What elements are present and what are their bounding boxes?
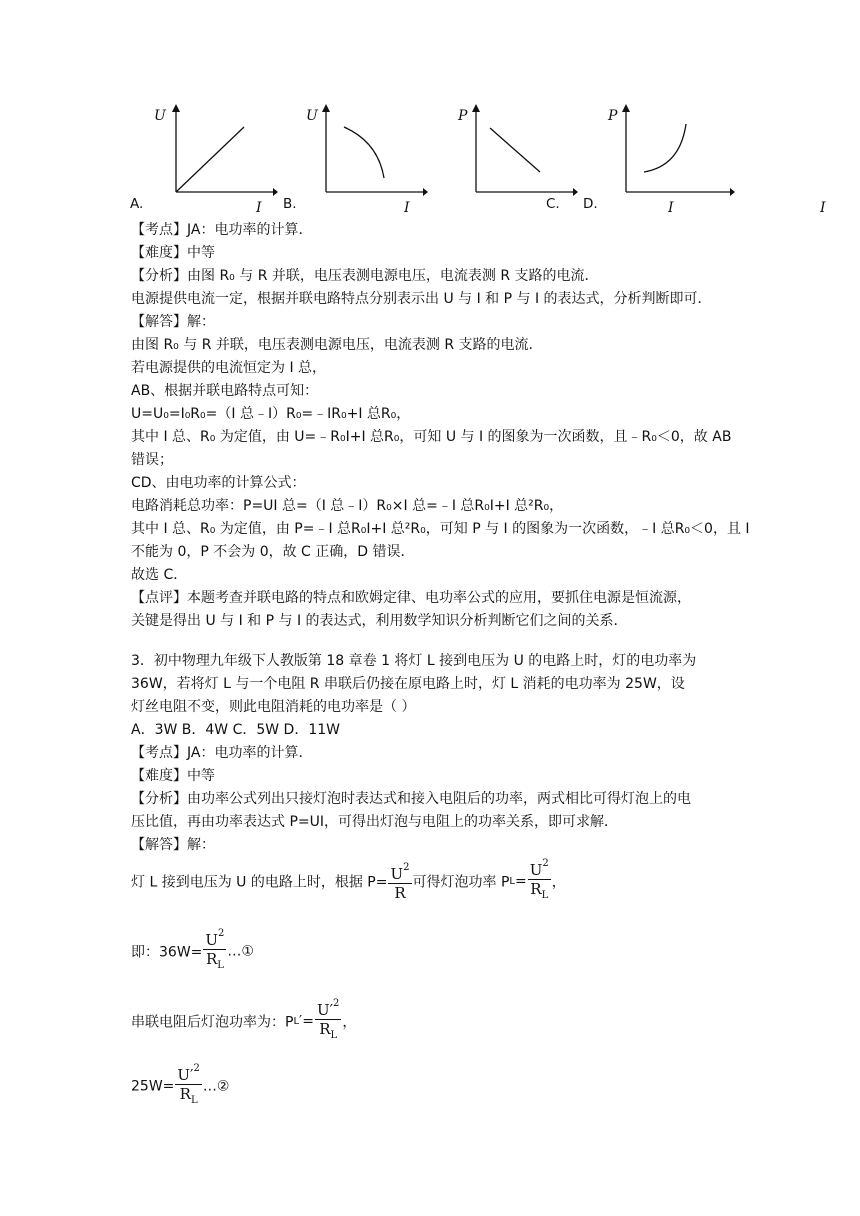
math-text: 灯 L 接到电压为 U 的电路上时，根据 P= xyxy=(131,874,388,891)
question-3-line: 36W，若将灯 L 与一个电阻 R 串联后仍接在原电路上时，灯 L 消耗的电功率为 25W，设 xyxy=(131,676,685,692)
fraction-u2-rl xyxy=(203,928,226,975)
graph-d xyxy=(618,102,738,212)
question-3-line: 【分析】由功率公式列出只接灯泡时表达式和接入电阻后的功率，两式相比可得灯泡上的电 xyxy=(131,791,691,807)
denominator: R xyxy=(179,1085,191,1103)
exponent: 2 xyxy=(333,998,340,1009)
exponent: 2 xyxy=(218,928,225,939)
exponent: 2 xyxy=(542,858,549,869)
text-line: 电路消耗总功率：P=UI 总=（I 总﹣I）R₀×I 总=﹣I 总R₀I+I 总²R₀， xyxy=(131,498,564,514)
graph-a-ylabel: U xyxy=(154,108,166,124)
math-line-2 xyxy=(131,928,254,975)
graph-b-xlabel: I xyxy=(404,200,410,216)
subscript: L xyxy=(217,960,224,971)
subscript: L xyxy=(330,1030,338,1041)
text-line: 若电源提供的电流恒定为 I 总， xyxy=(131,360,327,376)
math-text: …② xyxy=(202,1078,230,1095)
subscript: L xyxy=(293,1016,300,1027)
subscript: L xyxy=(509,876,515,887)
text-line: 【分析】由图 R₀ 与 R 并联，电压表测电源电压，电流表测 R 支路的电流． xyxy=(131,268,599,284)
text-line: 【考点】JA：电功率的计算． xyxy=(131,222,313,238)
math-line-3 xyxy=(131,998,356,1045)
fraction-u2-rl xyxy=(528,858,551,905)
denominator: R xyxy=(530,880,542,898)
math-text: 25W= xyxy=(131,1078,175,1095)
question-3-line: 压比值，再由功率表达式 P=UI，可得出灯泡与电阻上的功率关系，即可求解． xyxy=(131,814,618,830)
text-line: 电源提供电流一定，根据并联电路特点分别表示出 U 与 I 和 P 与 I 的表达式，分析判断即可． xyxy=(131,291,712,307)
option-a-label: A. xyxy=(130,196,144,212)
fraction-uprime2-rl xyxy=(315,998,341,1045)
graph-a-xlabel: I xyxy=(256,200,262,216)
math-text: ， xyxy=(551,874,566,891)
math-text: ′= xyxy=(299,1013,314,1030)
option-d-label: D. xyxy=(583,196,598,212)
numerator: U xyxy=(390,864,404,883)
option-b-label: B. xyxy=(283,196,297,212)
graph-b-ylabel: U xyxy=(306,108,318,124)
question-3-line: 【难度】中等 xyxy=(131,768,215,784)
numerator: U xyxy=(529,861,543,879)
text-line: 错误； xyxy=(131,452,173,468)
denominator: R xyxy=(205,950,218,968)
text-line: 关键是得出 U 与 I 和 P 与 I 的表达式，利用数学知识分析判断它们之间的关系． xyxy=(131,613,628,629)
graph-c-xlabel: I xyxy=(668,200,674,216)
question-3-line: 3．初中物理九年级下人教版第 18 章卷 1 将灯 L 接到电压为 U 的电路上时，灯的电功率为 xyxy=(131,653,697,669)
text-line: U=U₀=I₀R₀=（I 总﹣I）R₀=﹣IR₀+I 总R₀， xyxy=(131,406,411,422)
subscript: L xyxy=(190,1095,198,1106)
text-line: CD、由电功率的计算公式： xyxy=(131,475,306,491)
question-3-line: 【考点】JA：电功率的计算． xyxy=(131,745,313,761)
graph-c-ylabel: P xyxy=(458,108,468,124)
question-3-choices: A．3W B．4W C．5W D．11W xyxy=(131,722,340,738)
text-line: 【难度】中等 xyxy=(131,245,215,261)
math-text: …① xyxy=(227,943,254,960)
text-line: AB、根据并联电路特点可知： xyxy=(131,383,319,399)
option-graphs xyxy=(128,102,826,217)
fraction-u2-r xyxy=(388,862,411,902)
text-line: 【解答】解： xyxy=(131,314,215,330)
math-line-1 xyxy=(131,858,566,905)
denominator: R xyxy=(394,883,406,902)
math-text: 即：36W= xyxy=(131,944,203,961)
graph-d-ylabel: P xyxy=(608,108,618,124)
numerator: U xyxy=(205,931,219,949)
text-line: 其中 I 总、R₀ 为定值，由 U=﹣R₀I+I 总R₀，可知 U 与 I 的图象为一次函数，且﹣R₀＜0，故 AB xyxy=(131,429,732,445)
math-text: 串联电阻后灯泡功率为：P xyxy=(131,1014,294,1031)
graph-c xyxy=(468,102,578,212)
text-line: 不能为 0，P 不会为 0，故 C 正确，D 错误． xyxy=(131,544,415,560)
text-line: 其中 I 总、R₀ 为定值，由 P=﹣I 总R₀I+I 总²R₀，可知 P 与 I 的图象为一次函数，﹣I 总R₀＜0，且 I xyxy=(131,521,750,537)
graph-d-xlabel: I xyxy=(820,200,826,216)
numerator: U′ xyxy=(177,1066,194,1084)
denominator: R xyxy=(319,1020,331,1038)
exponent: 2 xyxy=(193,1063,200,1074)
text-line: 由图 R₀ 与 R 并联，电压表测电源电压，电流表测 R 支路的电流． xyxy=(131,337,543,353)
text-line: 【点评】本题考查并联电路的特点和欧姆定律、电功率公式的应用，要抓住电源是恒流源， xyxy=(131,590,691,606)
question-3-line: 【解答】解： xyxy=(131,837,215,853)
question-3-line: 灯丝电阻不变，则此电阻消耗的电功率是（ ） xyxy=(131,699,416,715)
math-line-4 xyxy=(131,1063,229,1110)
subscript: L xyxy=(541,890,549,901)
math-text: 可得灯泡功率 P xyxy=(412,874,510,891)
numerator: U′ xyxy=(316,1001,334,1019)
option-c-label: C. xyxy=(546,196,560,212)
fraction-uprime2-rl xyxy=(175,1063,201,1110)
graph-a xyxy=(168,102,278,212)
graph-b xyxy=(318,102,428,212)
math-text: = xyxy=(515,873,527,890)
math-text: ， xyxy=(342,1014,357,1031)
text-line: 故选 C． xyxy=(131,567,188,583)
exponent: 2 xyxy=(403,861,410,873)
